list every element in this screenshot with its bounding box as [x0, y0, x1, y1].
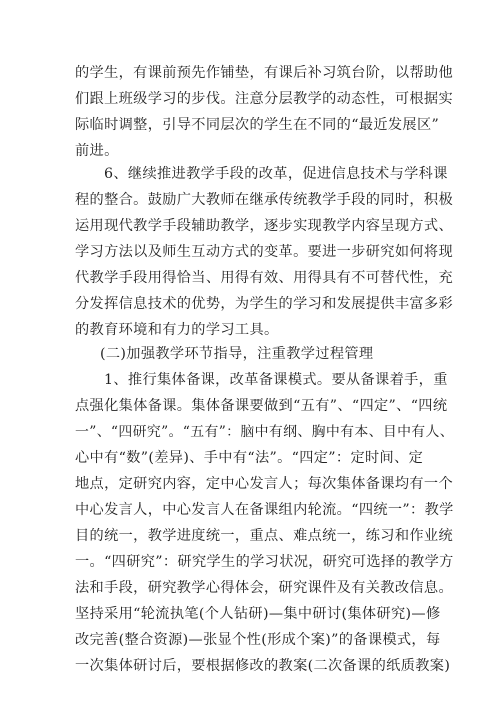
text-line: 们跟上班级学习的步伐。注意分层教学的动态性，可根据实 [75, 91, 453, 107]
text-line: 前进。 [75, 143, 119, 159]
text-line: 一次集体研讨后，要根据修改的教案(二次备课的纸质教案) [75, 658, 451, 674]
text-line: 程的整合。鼓励广大教师在继承传统教学手段的同时，积极 [75, 192, 453, 208]
text-line: 中心发言人，中心发言人在备课组内轮流。“四统一”：教学 [75, 502, 454, 518]
text-line: 坚持采用“轮流执笔(个人钻研)—集中研讨(集体研究)—修 [75, 606, 441, 622]
text-line: 的教育环境和有力的学习工具。 [75, 322, 279, 338]
text-line: 一。“四研究”：研究学生的学习状况，研究可选择的教学方 [75, 554, 454, 570]
section-heading: (二)加强教学环节指导，注重教学过程管理 [100, 346, 374, 362]
text-line: 目的统一，教学进度统一，重点、难点统一，练习和作业统 [75, 528, 453, 544]
paragraph-first-line: 6、继续推进教学手段的改革，促进信息技术与学科课 [104, 166, 448, 182]
text-line: 运用现代教学手段辅助教学，逐步实现教学内容呈现方式、 [75, 218, 453, 234]
text-line: 心中有“数”(差异)、手中有“法”。“四定”：定时间、定 [75, 450, 424, 466]
text-line: 代教学手段用得恰当、用得有效、用得具有不可替代性，充 [75, 270, 453, 286]
text-line: 点强化集体备课。集体备课要做到“五有”、“四定”、“四统 [75, 398, 448, 414]
text-line: 一”、“四研究”。“五有”：脑中有纲、胸中有本、目中有人、 [75, 424, 455, 440]
paragraph-first-line: 1、推行集体备课，改革备课模式。要从备课着手，重 [104, 372, 448, 388]
text-line: 分发挥信息技术的优势，为学生的学习和发展提供丰富多彩 [75, 296, 453, 312]
text-line: 学习方法以及师生互动方式的变革。要进一步研究如何将现 [75, 244, 453, 260]
text-line: 际临时调整，引导不同层次的学生在不同的“最近发展区” [75, 117, 440, 133]
text-line: 的学生，有课前预先作铺垫，有课后补习筑台阶，以帮助他 [75, 65, 453, 81]
text-line: 改完善(整合资源)—张显个性(形成个案)”的备课模式，每 [75, 632, 441, 648]
text-line: 法和手段，研究教学心得体会，研究课件及有关教改信息。 [75, 580, 453, 596]
text-line: 地点，定研究内容，定中心发言人；每次集体备课均有一个 [75, 476, 453, 492]
